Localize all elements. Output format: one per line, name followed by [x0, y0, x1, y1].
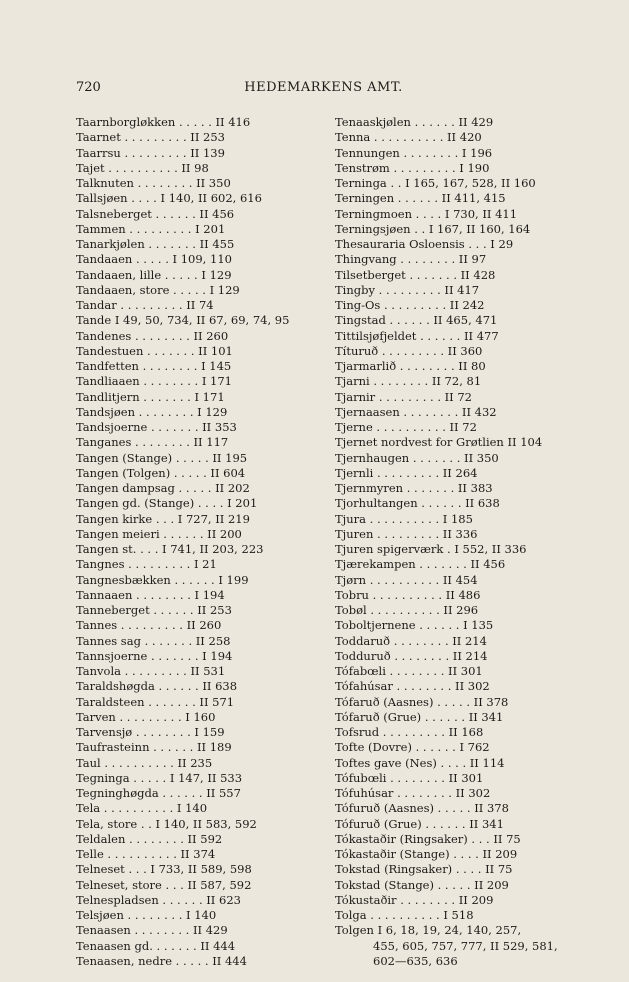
index-entry: Tókastaðir (Ringsaker) . . . II 75	[335, 831, 521, 846]
index-entry: Tangen gd. (Stange) . . . . I 201	[76, 496, 258, 511]
index-entry: Taarrsu . . . . . . . . . II 139	[76, 145, 225, 160]
index-entry: Toddaruð . . . . . . . . II 214	[335, 633, 487, 648]
index-entry: Terningsjøen . . I 167, II 160, 164	[335, 221, 531, 236]
index-entry: Tobøl . . . . . . . . . . II 296	[335, 603, 479, 617]
index-entry: Tjernmyren . . . . . . . II 383	[335, 481, 493, 495]
index-entry: Tandar . . . . . . . . . II 74	[76, 298, 214, 312]
index-entry: Telneset . . . I 733, II 589, 598	[76, 862, 252, 877]
index-entry: Tjarmarlið . . . . . . . . II 80	[335, 359, 486, 373]
index-entry: Tanganes . . . . . . . . II 117	[76, 435, 229, 450]
index-entry: Tanneberget . . . . . . II 253	[76, 603, 232, 617]
index-entry: Tjernhaugen . . . . . . . II 350	[335, 450, 499, 465]
index-entry: Tenaasen . . . . . . . . II 429	[76, 923, 228, 938]
index-entry: Tenstrøm . . . . . . . . . I 190	[335, 160, 490, 175]
index-entry: Tandaaen, store . . . . . I 129	[76, 282, 240, 297]
index-entry: Terninga . . I 165, 167, 528, II 160	[335, 176, 536, 190]
index-entry: Tófuhúsar . . . . . . . . II 302	[335, 786, 491, 800]
index-entry: Tókustaðir . . . . . . . . II 209	[335, 892, 494, 907]
index-entry: Tanvola . . . . . . . . . II 531	[76, 664, 226, 678]
index-entry: Tajet . . . . . . . . . . II 98	[76, 160, 209, 175]
index-entry: Thingvang . . . . . . . . II 97	[335, 252, 487, 267]
index-entry: Tjura . . . . . . . . . . I 185	[335, 511, 473, 526]
index-entry: Thesauraria Osloensis . . . I 29	[335, 237, 514, 251]
index-entry: Tófaruð (Grue) . . . . . . II 341	[335, 709, 504, 724]
index-entry: Tjarni . . . . . . . . II 72, 81	[335, 374, 482, 389]
index-entry: Tandsjøen . . . . . . . . I 129	[76, 404, 228, 419]
index-entry: Telnespladsen . . . . . . II 623	[76, 892, 241, 907]
index-entry: Tofsrud . . . . . . . . . II 168	[335, 725, 484, 739]
index-entry: Tenaasen, nedre . . . . . II 444	[76, 953, 247, 968]
index-entry: Tangen st. . . . I 741, II 203, 223	[76, 542, 264, 556]
index-entry: Tingstad . . . . . . II 465, 471	[335, 313, 498, 328]
index-entry: Ting-Os . . . . . . . . . II 242	[335, 298, 485, 312]
index-entry: Tókastaðir (Stange) . . . . II 209	[335, 847, 518, 861]
index-entry: Telneset, store . . . II 587, 592	[76, 877, 252, 892]
index-entry: Tangen (Stange) . . . . . II 195	[76, 450, 248, 465]
index-entry: Tjarnir . . . . . . . . . II 72	[335, 389, 473, 404]
index-entry: Todduruð . . . . . . . . II 214	[335, 648, 488, 663]
index-entry: Tófuruð (Grue) . . . . . . II 341	[335, 816, 504, 831]
index-entry: Tjerne . . . . . . . . . . II 72	[335, 420, 477, 434]
index-entry: Tangnesbækken . . . . . . I 199	[76, 572, 249, 587]
index-entry: Tandenes . . . . . . . . II 260	[76, 328, 229, 343]
index-entry: Tjærekampen . . . . . . . II 456	[335, 557, 506, 572]
index-entry: Tennungen . . . . . . . . I 196	[335, 145, 493, 160]
index-entry: Tófabœli . . . . . . . . II 301	[335, 664, 483, 678]
index-entry: Tjernli . . . . . . . . . II 264	[335, 465, 478, 480]
page-header	[76, 80, 571, 98]
index-entry: Toftes gave (Nes) . . . . II 114	[335, 755, 505, 770]
index-entry: Tarven . . . . . . . . . I 160	[76, 709, 216, 724]
page-title: HEDEMARKENS AMT.	[244, 80, 403, 95]
index-entry: Taraldshøgda . . . . . . II 638	[76, 679, 238, 694]
index-entry: Tokstad (Stange) . . . . . II 209	[335, 877, 509, 892]
index-entry: Telle . . . . . . . . . . II 374	[76, 847, 216, 861]
index-entry: Tangen dampsag . . . . . II 202	[76, 481, 250, 495]
index-entry: Tammen . . . . . . . . . I 201	[76, 221, 226, 236]
index-entry: Tittilsjøfjeldet . . . . . . II 477	[335, 328, 499, 343]
index-entry: Tofte (Dovre) . . . . . . I 762	[335, 740, 490, 755]
index-entry: Tingby . . . . . . . . . II 417	[335, 282, 480, 297]
index-entry: Tandaaen . . . . . I 109, 110	[76, 252, 232, 267]
index-column-right	[335, 115, 571, 969]
index-entry: Tallsjøen . . . . I 140, II 602, 616	[76, 191, 262, 206]
index-entry: Terningmoen . . . . I 730, II 411	[335, 206, 518, 221]
index-entry: Tolgen I 6, 18, 19, 24, 140, 257,	[335, 923, 522, 938]
index-entry: Tenaaskjølen . . . . . . II 429	[335, 115, 494, 129]
index-entry: Telsjøen . . . . . . . . I 140	[76, 908, 217, 922]
index-entry: Tangen meieri . . . . . . II 200	[76, 526, 242, 541]
page-number: 720	[76, 80, 101, 95]
index-entry: Tanarkjølen . . . . . . . II 455	[76, 237, 235, 251]
index-entry: Tangen (Tolgen) . . . . . II 604	[76, 465, 246, 480]
index-entry: Tobru . . . . . . . . . . II 486	[335, 587, 481, 602]
index-entry: Tannes sag . . . . . . . II 258	[76, 633, 231, 648]
index-entry: Tokstad (Ringsaker) . . . . II 75	[335, 862, 513, 877]
index-entry: Taraldsteen . . . . . . . II 571	[76, 694, 235, 709]
index-entry: Tjuren spigerværk . I 552, II 336	[335, 542, 527, 556]
index-entry: Tjernaasen . . . . . . . . II 432	[335, 404, 497, 419]
index-entry: Tandaaen, lille . . . . . I 129	[76, 267, 232, 282]
index-entry: 455, 605, 757, 777, II 529, 581,	[373, 938, 558, 953]
index-entry: Tófubœli . . . . . . . . II 301	[335, 770, 484, 785]
index-entry: Tandliaaen . . . . . . . . I 171	[76, 374, 232, 389]
index-entry: Tandsjoerne . . . . . . . II 353	[76, 420, 237, 434]
index-entry: Tjørn . . . . . . . . . . II 454	[335, 572, 478, 587]
index-entry: Taul . . . . . . . . . . II 235	[76, 755, 213, 770]
index-entry: Tolga . . . . . . . . . . I 518	[335, 908, 474, 922]
index-entry: Talsneberget . . . . . . II 456	[76, 206, 235, 221]
index-entry: Tófaruð (Aasnes) . . . . . II 378	[335, 694, 509, 709]
index-entry: Tangnes . . . . . . . . . I 21	[76, 557, 217, 572]
index-entry: Tilsetberget . . . . . . . II 428	[335, 267, 496, 282]
index-entry: Títuruð . . . . . . . . . II 360	[335, 343, 483, 358]
index-entry: Tande I 49, 50, 734, II 67, 69, 74, 95	[76, 313, 290, 328]
index-entry: Tjuren . . . . . . . . . II 336	[335, 526, 478, 541]
index-entry: Tófahúsar . . . . . . . . II 302	[335, 679, 490, 694]
index-entry: Tandfetten . . . . . . . . I 145	[76, 359, 232, 373]
index-entry: Teldalen . . . . . . . . II 592	[76, 831, 223, 846]
index-entry: Toboltjernene . . . . . . I 135	[335, 618, 494, 633]
index-entry: Tannes . . . . . . . . . II 260	[76, 618, 222, 633]
index-entry: Tela, store . . I 140, II 583, 592	[76, 816, 257, 831]
index-entry: Tandlitjern . . . . . . . I 171	[76, 389, 225, 404]
index-entry: Tjorhultangen . . . . . . II 638	[335, 496, 500, 511]
index-entry: Taufrasteinn . . . . . . II 189	[76, 740, 232, 755]
index-entry: Tela . . . . . . . . . . I 140	[76, 801, 208, 816]
index-entry: 602—635, 636	[373, 953, 458, 968]
index-entry: Terningen . . . . . . II 411, 415	[335, 191, 506, 206]
index-entry: Tangen kirke . . . I 727, II 219	[76, 511, 250, 526]
index-entry: Tegninghøgda . . . . . . II 557	[76, 786, 241, 800]
index-entry: Tannsjoerne . . . . . . . I 194	[76, 648, 233, 663]
index-entry: Tenna . . . . . . . . . . II 420	[335, 130, 482, 145]
index-column-left	[76, 115, 316, 969]
index-entry: Taarnet . . . . . . . . . II 253	[76, 130, 225, 145]
index-entry: Tjernet nordvest for Grøtlien II 104	[335, 435, 543, 450]
index-entry: Tarvensjø . . . . . . . . I 159	[76, 725, 225, 739]
index-entry: Taarnborgløkken . . . . . II 416	[76, 115, 251, 129]
index-entry: Tannaaen . . . . . . . . I 194	[76, 587, 225, 602]
index-entry: Tófuruð (Aasnes) . . . . . II 378	[335, 801, 509, 816]
index-entry: Tandestuen . . . . . . . II 101	[76, 343, 233, 358]
index-entry: Tenaasen gd. . . . . . . II 444	[76, 938, 236, 953]
index-entry: Talknuten . . . . . . . . II 350	[76, 176, 231, 190]
index-entry: Tegninga . . . . . I 147, II 533	[76, 770, 243, 785]
